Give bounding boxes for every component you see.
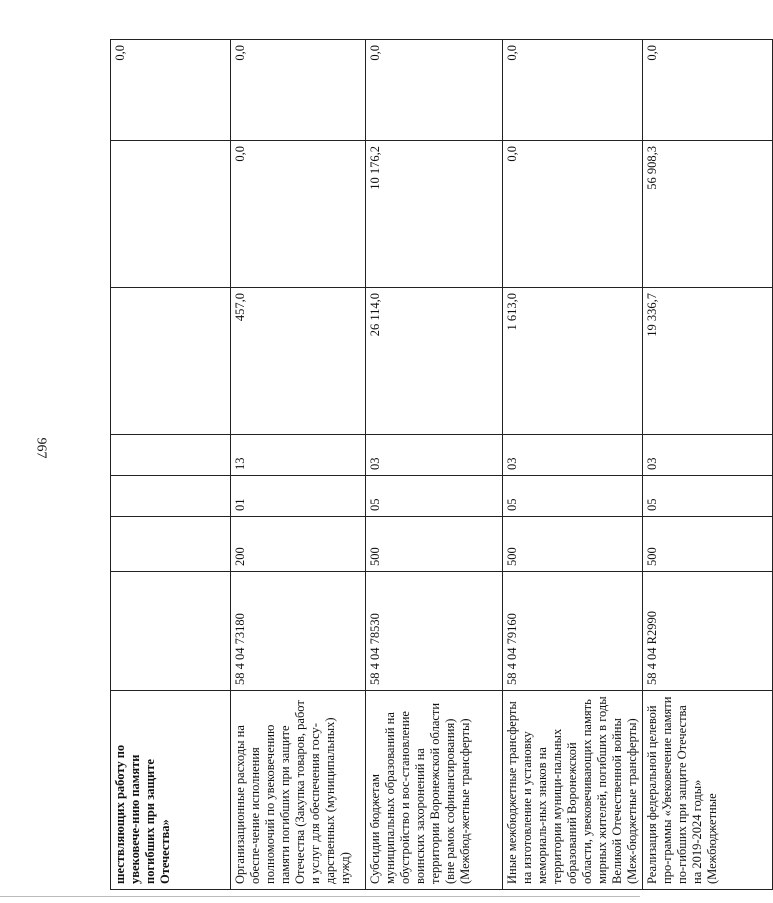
cell-code [111, 572, 231, 691]
cell-grp: 500 [366, 517, 503, 572]
cell-v2: 10 176,2 [366, 141, 503, 288]
cell-code: 58 4 04 R2990 [643, 572, 773, 691]
cell-description: Субсидии бюджетам муниципальных образований на обустройство и вос-становление воинских захоронений на территории Воронежской области (вне рамок софинансирования) (Межбюд-жетные трансферты) [366, 691, 503, 890]
cell-grp: 500 [643, 517, 773, 572]
budget-table [110, 39, 773, 890]
table-row [643, 40, 773, 890]
cell-pr: 03 [366, 435, 503, 476]
cell-rz: 05 [366, 476, 503, 517]
cell-v1: 19 336,7 [643, 288, 773, 435]
table-row [231, 40, 366, 890]
cell-v3: 0,0 [366, 40, 503, 141]
table-row [111, 40, 231, 890]
cell-v3: 0,0 [503, 40, 643, 141]
cell-rz: 05 [503, 476, 643, 517]
cell-code: 58 4 04 73180 [231, 572, 366, 691]
cell-v1: 1 613,0 [503, 288, 643, 435]
cell-pr: 13 [231, 435, 366, 476]
cell-v1 [111, 288, 231, 435]
cell-v3: 0,0 [231, 40, 366, 141]
rotated-table-container [110, 45, 719, 890]
cell-description: Иные межбюджетные трансферты на изготовление и установку мемориаль-ных знаков на территории муници-пальных образований Воронежской области, увековечивающих память мирных жителей, погибших в годы Великой Отечественной войны (Меж-бюджетные трансферты) [503, 691, 643, 890]
cell-rz: 01 [231, 476, 366, 517]
cell-description: Реализация федеральной целевой про-граммы «Увековечение памяти по-гибших при защите Отечества на 2019-2024 годы» (Межбюджетные [643, 691, 773, 890]
cell-v1: 457,0 [231, 288, 366, 435]
cell-v2: 0,0 [503, 141, 643, 288]
cell-code: 58 4 04 78530 [366, 572, 503, 691]
cell-v1: 26 114,0 [366, 288, 503, 435]
cell-description: шествляющих работу по увековече-нию памяти погибших при защите Отечества» [111, 691, 231, 890]
table-row [503, 40, 643, 890]
cell-pr [111, 435, 231, 476]
cell-v3: 0,0 [111, 40, 231, 141]
page-number: 967 [33, 437, 49, 459]
cell-v2 [111, 141, 231, 288]
cell-pr: 03 [643, 435, 773, 476]
cell-pr: 03 [503, 435, 643, 476]
cell-grp: 200 [231, 517, 366, 572]
cell-code: 58 4 04 79160 [503, 572, 643, 691]
cell-grp: 500 [503, 517, 643, 572]
cell-description: Организационные расходы на обеспе-чение исполнения полномочий по увековечению памяти погибших при защите Отечества (Закупка товаров, работ и услуг для обеспечения госу-дарственных (муниципальных) нужд) [231, 691, 366, 890]
cell-grp [111, 517, 231, 572]
cell-v2: 0,0 [231, 141, 366, 288]
table-row [366, 40, 503, 890]
bottom-divider [0, 896, 640, 897]
cell-v3: 0,0 [643, 40, 773, 141]
cell-v2: 56 908,3 [643, 141, 773, 288]
cell-rz: 05 [643, 476, 773, 517]
cell-rz [111, 476, 231, 517]
